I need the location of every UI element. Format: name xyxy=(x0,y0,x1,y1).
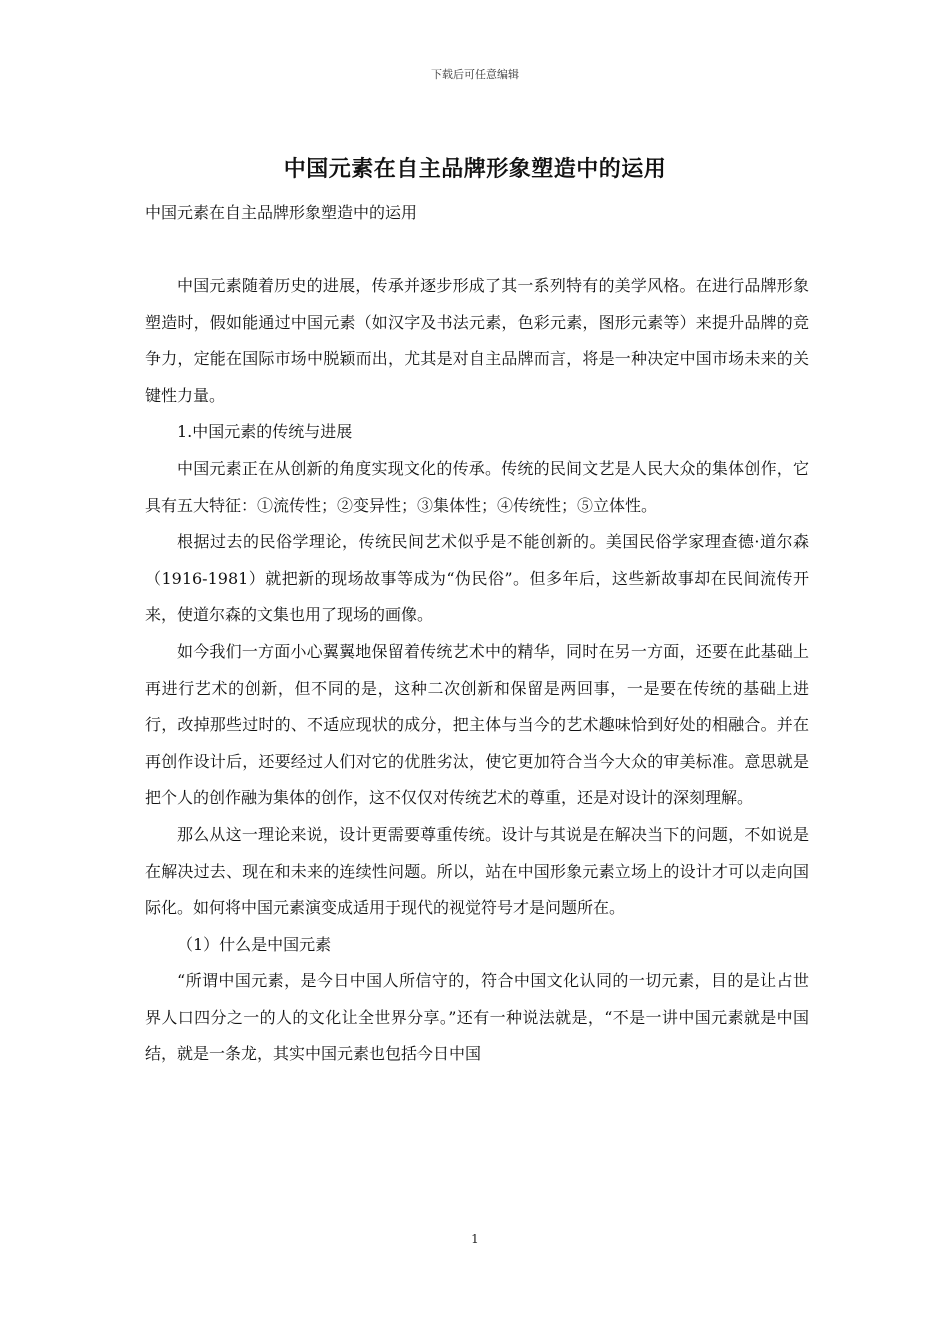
paragraph-features: 中国元素正在从创新的角度实现文化的传承。传统的民间文艺是人民大众的集体创作，它具有五大特征：①流传性；②变异性；③集体性；④传统性；⑤立体性。 xyxy=(145,458,809,515)
section-heading-1-1: （1）什么是中国元素 xyxy=(177,934,332,954)
paragraph-definition: “所谓中国元素，是今日中国人所信守的，符合中国文化认同的一切元素，目的是让占世界人口四分之一的人的文化让全世界分享。”还有一种说法就是，“不是一讲中国元素就是中国结，就是一条龙，其实中国元素也包括今日中国 xyxy=(145,971,809,1064)
section-heading-1: 1.中国元素的传统与进展 xyxy=(177,422,353,442)
document-body xyxy=(145,268,809,1073)
paragraph-folklore: 根据过去的民俗学理论，传统民间艺术似乎是不能创新的。美国民俗学家理查德·道尔森（1916-1981）就把新的现场故事等成为“伪民俗”。但多年后，这些新故事却在民间流传开来，使道尔森的文集也用了现场的画像。 xyxy=(145,532,809,625)
document-title: 中国元素在自主品牌形象塑造中的运用 xyxy=(283,156,667,182)
document-subtitle: 中国元素在自主品牌形象塑造中的运用 xyxy=(145,203,418,222)
paragraph-design: 那么从这一理论来说，设计更需要尊重传统。设计与其说是在解决当下的问题，不如说是在解决过去、现在和未来的连续性问题。所以，站在中国形象元素立场上的设计才可以走向国际化。如何将中国元素演变成适用于现代的视觉符号才是问题所在。 xyxy=(145,824,809,918)
page-number: 1 xyxy=(471,1232,479,1246)
paragraph-intro: 中国元素随着历史的进展，传承并逐步形成了其一系列特有的美学风格。在进行品牌形象塑造时，假如能通过中国元素（如汉字及书法元素，色彩元素，图形元素等）来提升品牌的竞争力，定能在国际市场中脱颖而出，尤其是对自主品牌而言，将是一种决定中国市场未来的关键性力量。 xyxy=(145,276,809,405)
paragraph-innovation: 如今我们一方面小心翼翼地保留着传统艺术中的精华，同时在另一方面，还要在此基础上再进行艺术的创新，但不同的是，这种二次创新和保留是两回事，一是要在传统的基础上进行，改掉那些过时的、不适应现状的成分，把主体与当今的艺术趣味恰到好处的相融合。并在再创作设计后，还要经过人们对它的优胜劣汰，使它更加符合当今大众的审美标准。意思就是把个人的创作融为集体的创作，这不仅仅对传统艺术的尊重，还是对设计的深刻理解。 xyxy=(145,641,809,808)
header-note: 下载后可任意编辑 xyxy=(431,68,519,81)
